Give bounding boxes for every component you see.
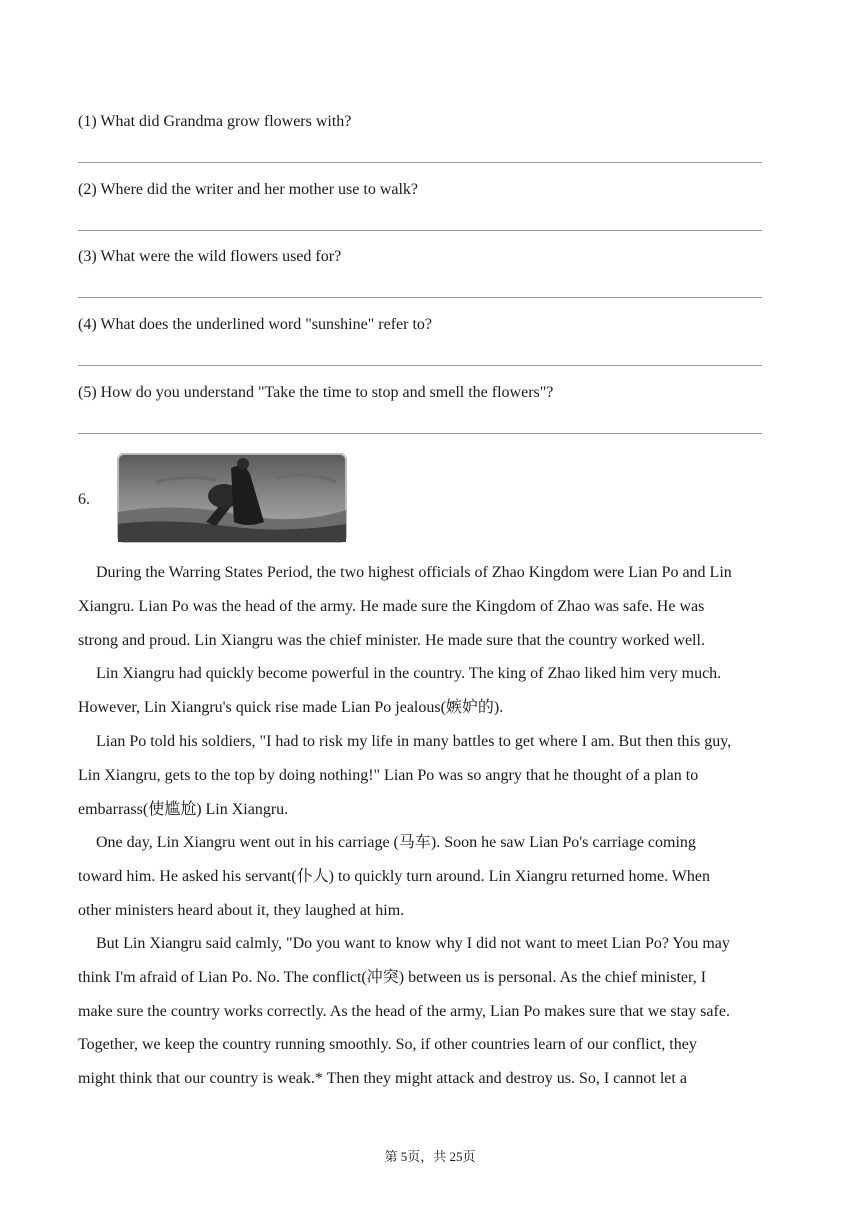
passage-paragraph-1: During the Warring States Period, the two highest officials of Zhao Kingdom were Lian Po and Lin Xiangru. Lian Po was the head of the army. He made sure the Kingdom of Zhao was safe. He was strong and proud. Lin Xiangru was the chief minister. He made sure that the country worked well. xyxy=(78,564,732,649)
answer-line-5 xyxy=(78,433,762,434)
passage-paragraph-5: But Lin Xiangru said calmly, "Do you want to know why I did not want to meet Lian Po? You may think I'm afraid of Lian Po. No. The conflict(冲突) between us is personal. As the chief minister, I make sure the country works correctly. As the head of the army, Lian Po makes sure that we stay safe. Together, we keep the country running smoothly. So, if other countries learn of our conflict, they might think that our country is weak.* Then they might attack and destroy us. So, I cannot let a xyxy=(78,935,730,1088)
question-4: (4) What does the underlined word "sunshine" refer to? xyxy=(78,316,432,333)
passage-paragraph-2: Lin Xiangru had quickly become powerful in the country. The king of Zhao liked him very much. However, Lin Xiangru's quick rise made Lian Po jealous(嫉妒的). xyxy=(78,665,722,716)
passage-paragraph-4: One day, Lin Xiangru went out in his carriage (马车). Soon he saw Lian Po's carriage coming toward him. He asked his servant(仆人) to quickly turn around. Lin Xiangru returned home. When other ministers heard about it, they laughed at him. xyxy=(78,834,710,919)
passage-paragraph-3: Lian Po told his soldiers, "I had to risk my life in many battles to get where I am. But then this guy, Lin Xiangru, gets to the top by doing nothing!" Lian Po was so angry that he thought of a plan to embarrass(使尴尬) Lin Xiangru. xyxy=(78,733,732,818)
answer-line-1 xyxy=(78,162,762,163)
answer-line-3 xyxy=(78,297,762,298)
question-3: (3) What were the wild flowers used for? xyxy=(78,248,342,265)
story-illustration xyxy=(116,452,348,544)
question-5: (5) How do you understand "Take the time to stop and smell the flowers"? xyxy=(78,384,554,401)
question-2: (2) Where did the writer and her mother use to walk? xyxy=(78,181,419,198)
passage-number: 6. xyxy=(78,491,90,508)
question-1: (1) What did Grandma grow flowers with? xyxy=(78,113,352,130)
answer-line-2 xyxy=(78,230,762,231)
answer-line-4 xyxy=(78,365,762,366)
page-footer: 第 5页，共 25页 xyxy=(384,1149,476,1164)
